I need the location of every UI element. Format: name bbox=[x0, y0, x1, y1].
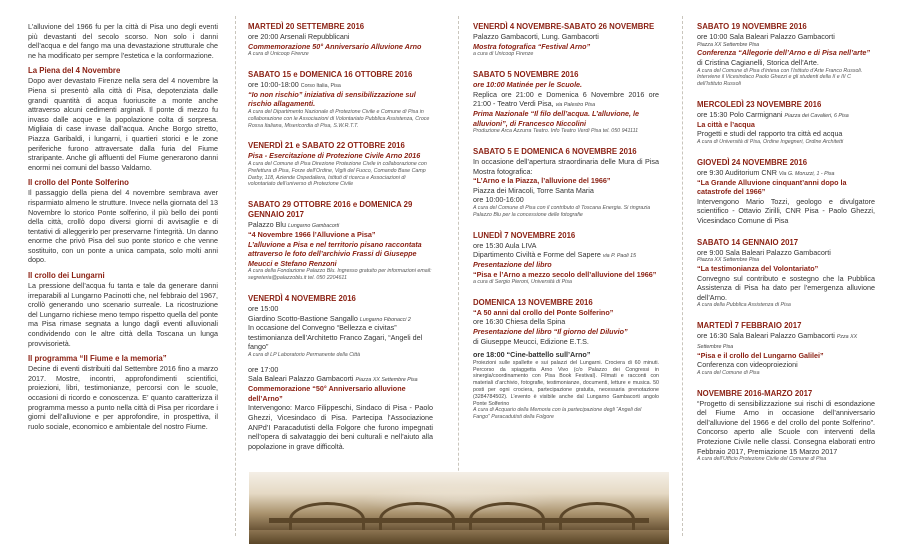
event-title: Commemorazione 50° Anniversario Alluvione Arno bbox=[248, 41, 422, 51]
section-title-programma: Il programma “Il Fiume e la memoria” bbox=[28, 354, 167, 364]
event-block bbox=[697, 389, 875, 463]
event-title: Conferenza “Allegorie dell’Arno e di Pisa nell’arte” bbox=[697, 48, 870, 58]
event-text: “Progetto di sensibilizzazione sui rischi di esondazione del Fiume Arno in occasione dell’anniversario dell’alluvione del 1966 e del crollo del ponte Solferino”. Concorso aperto alle Scuole con interventi della Protezione Civile nelle classi. Consegna elaborati entro Febbraio 2017, Premiazione 15 Marzo 2017 bbox=[697, 398, 875, 456]
events-column-3 bbox=[473, 22, 659, 433]
event-title: “Io non rischio” iniziativa di sensibilizzazione sul rischio allagamenti. bbox=[248, 89, 416, 109]
event-organizer: A cura del Comune di Pisa con il contributo di Toscana Energia. Si ringrazia Palazzo Blu per la concessione delle fotografie bbox=[473, 204, 651, 218]
event-time: ore 17:00 bbox=[248, 364, 279, 374]
event-date: VENERDÌ 4 NOVEMBRE-SABATO 26 NOVEMBRE bbox=[473, 22, 655, 31]
event-subtitle: “4 Novembre 1966 l’Alluvione a Pisa” bbox=[248, 229, 376, 239]
event-block bbox=[473, 231, 659, 286]
event-time-place: ore 16:30 Chiesa della Spina bbox=[473, 317, 566, 327]
event-title: La città e l’acqua bbox=[697, 119, 755, 129]
event-date: GIOVEDÌ 24 NOVEMBRE 2016 bbox=[697, 157, 808, 167]
section-text-ponte: Il passaggio della piena del 4 novembre sembrava aver risparmiato almeno le strutture. Invece nella giornata del 13 Novembre lo storico Ponte solferino, il più bello dei ponti della città, crollò dopo diversi giorni di avvisaglie e di tentativi di alleggerirlo per preservarne l’integrità. Un danno enorme che privò Pisa del suo ponte storico e che venne sostituito, con un ponte a unica campata, solo molti anni dopo. bbox=[28, 188, 218, 265]
event-organizer: A cura di LP Laboratorio Permanente della Città bbox=[248, 352, 361, 359]
event-block bbox=[248, 70, 433, 129]
event-subtitle: Presentazione del libro bbox=[473, 259, 552, 269]
event-date: VENERDÌ 4 NOVEMBRE 2016 bbox=[248, 293, 356, 303]
event-subtitle: Commemorazione “50° Anniversario alluvione dell’Arno” bbox=[248, 384, 406, 403]
event-date: SABATO 5 NOVEMBRE 2016 bbox=[473, 69, 579, 79]
event-text: Progetti e studi del rapporto tra città ed acqua bbox=[697, 129, 843, 139]
event-organizer: A cura dell’Ufficio Protezione Civile del Comune di Pisa bbox=[697, 456, 827, 463]
event-organizer: A cura del Comune di Pisa Direzione Protezione Civile in collaborazione con Prefettura di Pisa, Forze dell’Ordine, Vigili del Fuoco, Comando Base Camp Darby, 118, Aziende Ospedaliera, Istituti di ricerca e Associazioni di volontariato dell’universo di Protezione Civile bbox=[248, 160, 427, 188]
event-date: VENERDÌ 21 e SABATO 22 OTTOBRE 2016 bbox=[248, 141, 405, 151]
event-organizer: A cura di Unicoop Firenze bbox=[248, 51, 309, 58]
event-date: SABATO 14 GENNAIO 2017 bbox=[697, 237, 799, 247]
section-title-lungarni: Il crollo dei Lungarni bbox=[28, 271, 105, 281]
column-divider bbox=[682, 16, 683, 536]
event-title: Prima Nazionale “Il filo dell’acqua. L’alluvione, le alluvioni”, di Francesco Niccolini bbox=[473, 108, 640, 128]
event-organizer: a cura di Sergio Pieroni, Università di Pisa bbox=[473, 279, 572, 286]
event-time-place: ore 10:00-18:00 Corso Italia, Pisa bbox=[248, 79, 341, 89]
event-title: “Pisa e l’Arno a mezzo secolo dell’alluvione del 1966” bbox=[473, 269, 657, 279]
event-block bbox=[248, 22, 433, 58]
event-place-note: Piazza XX Settembre Pisa bbox=[697, 257, 760, 264]
event-date: SABATO 5 E DOMENICA 6 NOVEMBRE 2016 bbox=[473, 146, 637, 156]
event-block bbox=[473, 147, 659, 219]
event-organizer: A cura del Dipartimento Nazionale di Protezione Civile e Comune di Pisa in collaborazione con le Associazioni di Volontariato Pubblica Assistenza, Croce Rossa Italiana, Misericordia di Pisa, S.W.R.T.T. bbox=[248, 108, 430, 129]
event-title: “La Grande Alluvione cinquant’anni dopo la catastrofe del 1966” bbox=[697, 177, 847, 197]
event-date: MARTEDÌ 7 FEBBRAIO 2017 bbox=[697, 321, 802, 331]
event-author: di Giuseppe Meucci, Edizione E.T.S. bbox=[473, 336, 589, 346]
event-organizer: A cura del Comune di Pisa d’intesa con l’Istituto d’Arte Franco Russoli. Interviene il Vicesindaco Paolo Ghezzi e gli studenti della II e III C dell’Istituto Russoli bbox=[697, 67, 863, 88]
event-place-note: Piazza XX Settembre Pisa bbox=[697, 41, 760, 48]
flood-bridge-photo bbox=[249, 472, 669, 544]
event-date: MARTEDÌ 20 SETTEMBRE 2016 bbox=[248, 22, 365, 31]
column-divider bbox=[235, 16, 236, 536]
event-place: Palazzo Blu Lungarno Gambacorti bbox=[248, 220, 340, 230]
intro-column bbox=[28, 22, 218, 431]
event-organizer: A cura del Comune di Pisa bbox=[697, 369, 760, 376]
intro-paragraph: L’alluvione del 1966 fu per la città di Pisa uno degli eventi più devastanti del secolo scorso. Non solo i danni dell’acqua e del fango ma una devastazione strutturale che ne ha modificato per sempre l’estetica e la conformazione. bbox=[28, 22, 218, 60]
event-title: Pisa - Esercitazione di Protezione Civile Arno 2016 bbox=[248, 151, 421, 161]
event-time-place: ore 15:30 Polo Carmignani Piazza dei Cavalieri, 6 Pisa bbox=[697, 109, 849, 119]
event-time-place: ore 20:00 Arsenali Repubblicani bbox=[248, 32, 350, 41]
event-date: LUNEDÌ 7 NOVEMBRE 2016 bbox=[473, 230, 576, 240]
event-block bbox=[248, 200, 433, 282]
event-text: Replica ore 21:00 e Domenica 6 Novembre 2016 ore 21:00 - Teatro Verdi Pisa, via Palestro Pisa bbox=[473, 89, 659, 109]
event-place: Dipartimento Civiltà e Forme del Sapere via P. Paoli 15 bbox=[473, 250, 637, 260]
event-organizer: a cura di Unicoop Firenze bbox=[473, 51, 534, 58]
event-block bbox=[697, 22, 875, 88]
event-block bbox=[473, 70, 659, 135]
river-water bbox=[249, 530, 669, 544]
section-text-piena: Dopo aver devastato Firenze nella sera del 4 novembre la Piena si presentò alla città di Pisa, depotenziata dalle grandi quantità di acqua fuoriuscite a monte anche attraverso alcuni cedimenti arginali. Il ponte di mezzo fu invaso dalle acque e la popolazione colta di sorpresa. Migliaia di case invase dall’acqua. Anche Borgo stretto, Piazza Garibaldi, i lungarni, i quartieri storici e le zone periferiche furono attraversate dalla furia del Fiume straripante. Anche gli affluenti del Fiume generarono danni enormi nei comuni del basso Valdarno. bbox=[28, 76, 218, 172]
event-organizer: A cura della Pubblica Assistenza di Pisa bbox=[697, 302, 791, 309]
event-time: ore 15:00 bbox=[248, 303, 279, 313]
event-time: ore 10:00 Matinée per le Scuole. bbox=[473, 79, 583, 89]
event-date: MERCOLEDÌ 23 NOVEMBRE 2016 bbox=[697, 99, 822, 109]
event-time-place: ore 10:00 Sala Baleari Palazzo Gambacorti bbox=[697, 32, 835, 41]
event-text: Conferenza con videoproiezioni bbox=[697, 360, 798, 370]
event-organizer: A cura della Fondazione Palazzo Blu. Ingresso gratuito per informazioni email: segreteria@palazzoblu.it tel. 050 2204611 bbox=[248, 268, 432, 282]
column-divider bbox=[458, 16, 459, 536]
event-subtitle: Presentazione del libro “Il giorno del Diluvio” bbox=[473, 327, 628, 337]
event-title: Mostra fotografica “Festival Arno” bbox=[473, 41, 591, 51]
event-time-place: ore 9:00 Sala Baleari Palazzo Gambacorti bbox=[697, 247, 831, 257]
event-date: NOVEMBRE 2016-MARZO 2017 bbox=[697, 388, 813, 398]
event-organizer: A cura di Acquario della Memoria con la partecipazione degli “Angeli del Fango” Paracadutisti della Folgore bbox=[473, 407, 642, 421]
event-text: Convegno sul contributo e sostegno che la Pubblica Assistenza di Pisa ha dato per l’emergenza alluvione dell’Arno. bbox=[697, 273, 875, 302]
section-title-ponte: Il crollo del Ponte Solferino bbox=[28, 178, 129, 188]
event-place: Palazzo Gambacorti, Lung. Gambacorti bbox=[473, 32, 599, 41]
section-text-lungarni: La pressione dell’acqua fu tanta e tale da generare danni irreparabili al Lungarno Pacinotti che, nel febbraio del 1967, crollò generando uno scenario surreale. La ricostruzione del Lungarno richiese meno tempo rispetto quella del ponte ma Pisa rimase segnata a lungo dagli eventi alluvionali condividendo con le altre città della Toscana un lunga provvisorietà. bbox=[28, 281, 218, 348]
event-time-place: ore 15:30 Aula LIVA bbox=[473, 240, 537, 250]
event-author: di Cristina Cagianelli, Storica dell’Arte. bbox=[697, 57, 819, 67]
event-time: ore 10:00-16:00 bbox=[473, 195, 524, 205]
event-title: “L’Arno e la Piazza, l’alluvione del 1966” bbox=[473, 176, 611, 186]
event-organizer: A cura di Università di Pisa, Ordine Ingegneri, Ordine Architetti bbox=[697, 138, 844, 145]
event-block bbox=[473, 298, 659, 421]
events-column-4 bbox=[697, 22, 875, 475]
event-time-place: ore 9:30 Auditorium CNR Via G. Moruzzi, 1 - Pisa bbox=[697, 167, 835, 177]
event-block bbox=[248, 141, 433, 188]
event-block bbox=[697, 321, 875, 377]
event-block bbox=[248, 294, 433, 452]
event-date: SABATO 19 NOVEMBRE 2016 bbox=[697, 22, 807, 31]
event-block bbox=[697, 158, 875, 226]
event-title: “A 50 anni dal crollo del Ponte Solferino” bbox=[473, 307, 614, 317]
event-title: “Pisa e il crollo del Lungarno Galilei” bbox=[697, 350, 824, 360]
section-text-programma: Decine di eventi distribuiti dal Settembre 2016 fino a marzo 2017. Mostre, incontri, approfondimenti scientifici, proiezioni, libri, testimonianze, percorsi con le scuole, occasioni di ricordo e conoscenza. E’ quanto caratterizza il programma messo a punto nella città di Pisa per ricordare i giorni dell’alluvione e per approfondire, in prospettiva, il ruolo sociale, economico e ambientale del nostro Fiume. bbox=[28, 364, 218, 431]
event-date: SABATO 15 e DOMENICA 16 OTTOBRE 2016 bbox=[248, 69, 413, 79]
event-block bbox=[697, 238, 875, 310]
event-block bbox=[473, 22, 659, 58]
event-block bbox=[697, 100, 875, 146]
event-organizer: Produzione Arca Azzurra Teatro. Info Teatro Verdi Pisa tel. 050 941111 bbox=[473, 128, 639, 135]
event-place: Giardino Scotto-Bastione Sangallo Lungarno Fibonacci 2 bbox=[248, 313, 411, 323]
event-text: Intervengono Mario Tozzi, geologo e divulgatore scientifico - Ottavio Zirilli, CNR Pisa - Paolo Ghezzi, Vicesindaco Comune di Pisa bbox=[697, 196, 875, 225]
event-date: SABATO 29 OTTOBRE 2016 e DOMENICA 29 GENNAIO 2017 bbox=[248, 200, 413, 220]
event-title: L’alluvione a Pisa e nel territorio pisano raccontata attraverso le foto dell’archivio Frassi di Giuseppe Meucci e Stefano Renzoni bbox=[248, 239, 422, 268]
events-column-2 bbox=[248, 22, 433, 463]
event-place: Sala Baleari Palazzo Gambacorti Piazza XX Settembre Pisa bbox=[248, 374, 418, 384]
event-text: In occasione del Convegno “Bellezza e civitas” testimonianza dell’Architetto Franco Zagari, “Angeli del fango” bbox=[248, 323, 423, 352]
event-date: DOMENICA 13 NOVEMBRE 2016 bbox=[473, 297, 593, 307]
event-text: Intervengono: Marco Filippeschi, Sindaco di Pisa - Paolo Ghezzi, Vicesindaco di Pisa. Partecipa l’Associazione ANPd’I Paracadutisti della Folgore che furono impegnati nell’opera di salvataggio dei beni culturali e nell’aiuto alla popolazione in grave difficoltà. bbox=[248, 403, 433, 451]
event-place: Piazza dei Miracoli, Torre Santa Maria bbox=[473, 185, 594, 195]
event-title: “La testimonianza del Volontariato” bbox=[697, 263, 819, 273]
event-description: Proiezioni sulle spallette e sui palazzi del Lungarni. Crociera di 60 minuti. Percorso da spiaggetta Arno Vivo (c/o Palazzo dei Congressi in sinergia/coordinamento con Pisa Book Festival). Filmati e racconti con materiali d’archivio, fotografie, testimonianze, documenti, letture e musica. 50 posti per ogni crociera, partecipazione gratuita, necessaria prenotazione (3284784502). L’evento è visibile anche dal Lungarno Gambacorti angolo Ponte Solferino bbox=[473, 359, 659, 407]
event-time-place: ore 18:00 “Cine-battello sull’Arno” bbox=[473, 350, 591, 360]
event-text: In occasione dell’apertura straordinaria delle Mura di Pisa Mostra fotografica: bbox=[473, 156, 659, 176]
event-time-place: ore 16:30 Sala Baleari Palazzo Gambacorti Pzza XX Settembre Pisa bbox=[697, 331, 858, 350]
section-title-piena: La Piena del 4 Novembre bbox=[28, 66, 121, 76]
